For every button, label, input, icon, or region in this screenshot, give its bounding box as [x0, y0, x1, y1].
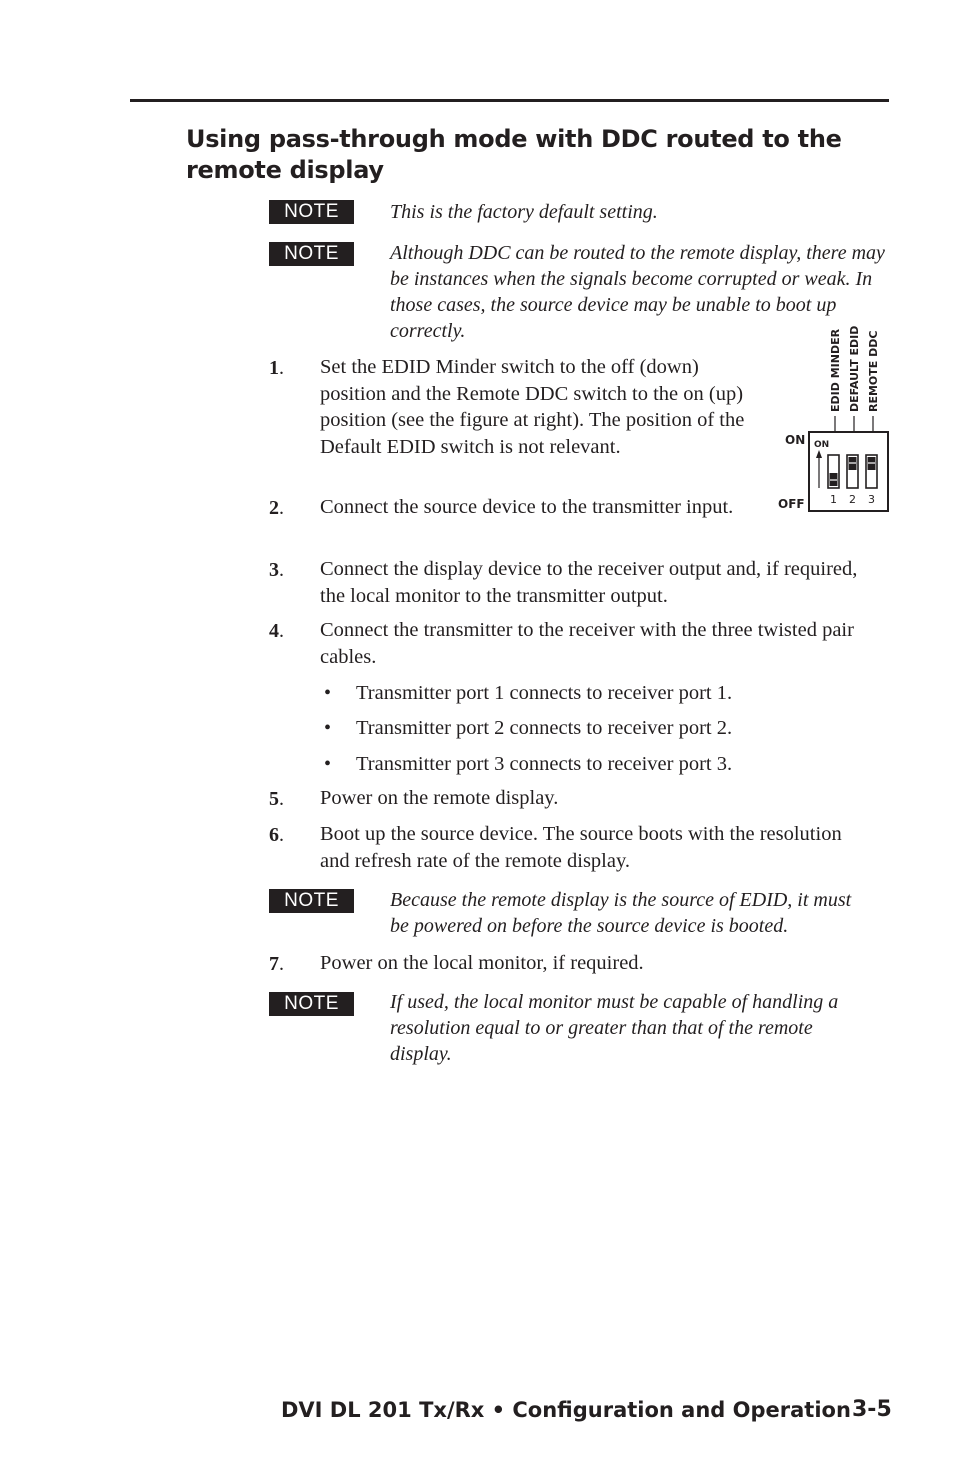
step-text: Boot up the source device. The source boots with the resolution and refresh rate of the remote display.: [320, 823, 842, 872]
step-text: Power on the local monitor, if required.: [320, 952, 644, 974]
switch-number-2: 2: [849, 493, 856, 506]
note-text: This is the factory default setting.: [390, 201, 658, 223]
switch-label-default-edid: DEFAULT EDID: [848, 325, 861, 412]
footer-title: DVI DL 201 Tx/Rx • Configuration and Operation: [281, 1398, 851, 1422]
dip-switch-figure: [770, 310, 895, 520]
off-label: OFF: [778, 497, 805, 511]
step-number: 2.: [269, 497, 284, 519]
switch-number-3: 3: [868, 493, 875, 506]
bullet-text: Transmitter port 2 connects to receiver port 2.: [356, 717, 733, 739]
bullet-marker: •: [324, 682, 332, 704]
step-number: 4.: [269, 620, 284, 642]
switch-label-remote-ddc: REMOTE DDC: [867, 330, 880, 412]
top-rule: [130, 99, 889, 102]
step-number: 5.: [269, 788, 284, 810]
switch-1-edid-minder-off: [828, 455, 839, 488]
switch-3-remote-ddc-on: [866, 455, 877, 488]
step-text: Set the EDID Minder switch to the off (down) position and the Remote DDC switch to the on (up) position (see the figure at right). The position of the Default EDID switch is not relevant.: [320, 356, 745, 458]
switch-number-1: 1: [830, 493, 837, 506]
note-badge: NOTE: [269, 242, 354, 266]
switch-2-default-edid: [847, 455, 858, 488]
leader-lines: [835, 416, 873, 431]
step-number: 6.: [269, 824, 284, 846]
note-badge: NOTE: [269, 889, 354, 913]
bullet-text: Transmitter port 1 connects to receiver port 1.: [356, 682, 733, 704]
inner-on-label: ON: [814, 440, 830, 450]
step-number: 1.: [269, 357, 284, 379]
step-text: Connect the display device to the receiver output and, if required, the local monitor to the transmitter output.: [320, 558, 858, 607]
step-text: Power on the remote display.: [320, 787, 559, 809]
step-text: Connect the source device to the transmitter input.: [320, 496, 734, 518]
note-text: If used, the local monitor must be capable of handling a resolution equal to or greater than that of the remote display.: [390, 991, 839, 1065]
switch-label-edid-minder: EDID MINDER: [829, 328, 842, 412]
note-badge: NOTE: [269, 200, 354, 224]
bullet-marker: •: [324, 753, 332, 775]
on-label: ON: [785, 433, 806, 447]
page-number: 3-5: [852, 1397, 892, 1422]
section-heading: Using pass-through mode with DDC routed to the remote display: [186, 125, 842, 184]
bullet-text: Transmitter port 3 connects to receiver port 3.: [356, 753, 733, 775]
note-badge: NOTE: [269, 992, 354, 1016]
step-text: Connect the transmitter to the receiver with the three twisted pair cables.: [320, 619, 854, 668]
bullet-marker: •: [324, 717, 332, 739]
step-number: 7.: [269, 953, 284, 975]
note-text: Although DDC can be routed to the remote display, there may be instances when the signals become corrupted or weak. In those cases, the source device may be unable to boot up correctly.: [390, 242, 885, 342]
step-number: 3.: [269, 559, 284, 581]
note-text: Because the remote display is the source of EDID, it must be powered on before the source device is booted.: [390, 889, 852, 937]
